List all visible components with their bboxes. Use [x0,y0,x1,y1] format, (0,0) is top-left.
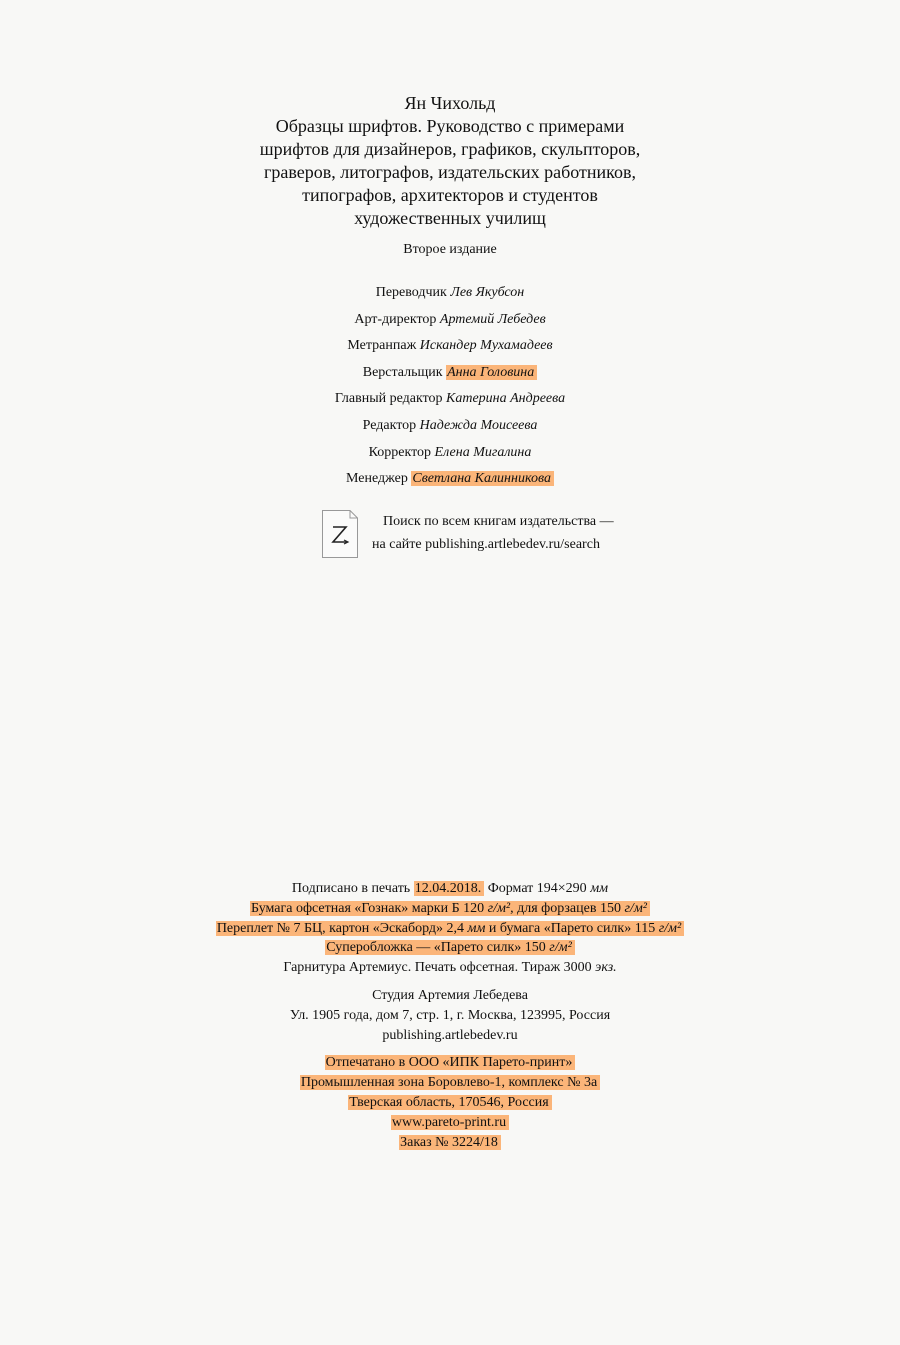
credit-line [0,362,900,389]
credit-name: Лев Якубсон [450,285,525,300]
imprint-text: Переплет № 7 БЦ, картон «Эскаборд» 2,4 [216,920,468,936]
title-line: шрифтов для дизайнеров, графиков, скульпторов, [259,139,641,159]
printer-text: Отпечатано в ООО «ИПК Парето-принт» [325,1055,576,1070]
imprint-row [0,919,900,939]
title-line: типографов, архитекторов и студентов [302,185,598,205]
document-z-icon [322,510,358,558]
author-name: Ян Чихольд [404,93,496,113]
search-text [372,510,614,556]
studio-link[interactable]: publishing.artlebedev.ru [382,1027,518,1043]
credit-role: Метранпаж [347,338,417,354]
credit-line [0,282,900,309]
credits-list [0,282,900,495]
unit-text: экз. [595,960,617,976]
paper-highlight [250,901,650,916]
credit-name: Артемий Лебедев [439,311,546,327]
unit-text: мм [590,881,609,896]
search-line-link[interactable]: на сайте publishing.artlebedev.ru/search [372,537,600,552]
imprint-text: и бумага «Парето силк» 115 [485,920,659,936]
credit-role: Главный редактор [334,391,443,407]
search-line: Поиск по всем книгам издательства — [383,514,614,529]
binding-highlight [216,921,684,936]
unit-text: г/м² [487,900,511,916]
imprint-text: , для форзацев 150 [510,900,625,916]
credit-line [0,415,900,442]
imprint-text: Суперобложка — «Парето силк» 150 [326,940,550,956]
credit-line [0,335,900,362]
imprint-row [0,938,900,958]
credit-name: Надежда Моисеева [419,417,538,433]
unit-text: г/м² [624,900,647,916]
jacket-highlight [325,940,575,955]
printer-text: Промышленная зона Боровлево-1, комплекс № 3а [300,1075,600,1090]
credit-line [0,309,900,336]
credit-name: Елена Мигалина [434,444,532,460]
signed-date: 12.04.2018. [414,881,485,896]
printer-line [0,1093,900,1113]
printer-line [0,1053,900,1073]
title-block [0,92,900,230]
imprint-row [0,899,900,919]
credit-name-highlighted: Светлана Калинникова [411,471,554,486]
printer-line [0,1113,900,1133]
printer-text: Тверская область, 170546, Россия [348,1095,551,1110]
unit-text: мм [467,920,486,936]
imprint-text: Формат 194×290 [484,881,591,896]
title-line: Образцы шрифтов. Руководство с примерами [275,116,625,136]
imprint-text: Подписано в печать [291,881,414,896]
unit-text: г/м² [549,940,572,956]
imprint-row [0,958,900,978]
printer-link[interactable]: www.pareto-print.ru [391,1115,509,1130]
credit-name-highlighted: Анна Головина [446,365,537,380]
credit-role: Редактор [362,417,417,433]
credit-role: Корректор [368,444,432,460]
credit-line [0,388,900,415]
imprint-text: Бумага офсетная «Гознак» марки Б 120 [251,900,488,916]
order-number: Заказ № 3224/18 [399,1135,501,1150]
studio-line: Ул. 1905 года, дом 7, стр. 1, г. Москва, 123995, Россия [289,1007,611,1023]
unit-text: г/м² [658,920,682,936]
imprint-text: Гарнитура Артемиус. Печать офсетная. Тираж 3000 [283,960,596,976]
credit-role: Арт-директор [354,311,437,327]
credit-role: Верстальщик [362,364,443,380]
credit-role: Менеджер [346,471,408,487]
printer-line [0,1073,900,1093]
credit-line [0,468,900,495]
credit-name: Искандер Мухамадеев [419,338,553,354]
search-note [320,508,680,564]
credit-line [0,442,900,469]
credit-role: Переводчик [375,285,447,300]
imprint-block [0,879,900,1152]
title-line: художественных училищ [354,208,546,228]
imprint-row [0,879,900,899]
printer-line [0,1133,900,1153]
credit-name: Катерина Андреева [446,391,566,407]
edition-label: Второе издание [403,242,497,257]
title-line: граверов, литографов, издательских работников, [264,162,636,182]
studio-line: Студия Артемия Лебедева [372,987,528,1003]
